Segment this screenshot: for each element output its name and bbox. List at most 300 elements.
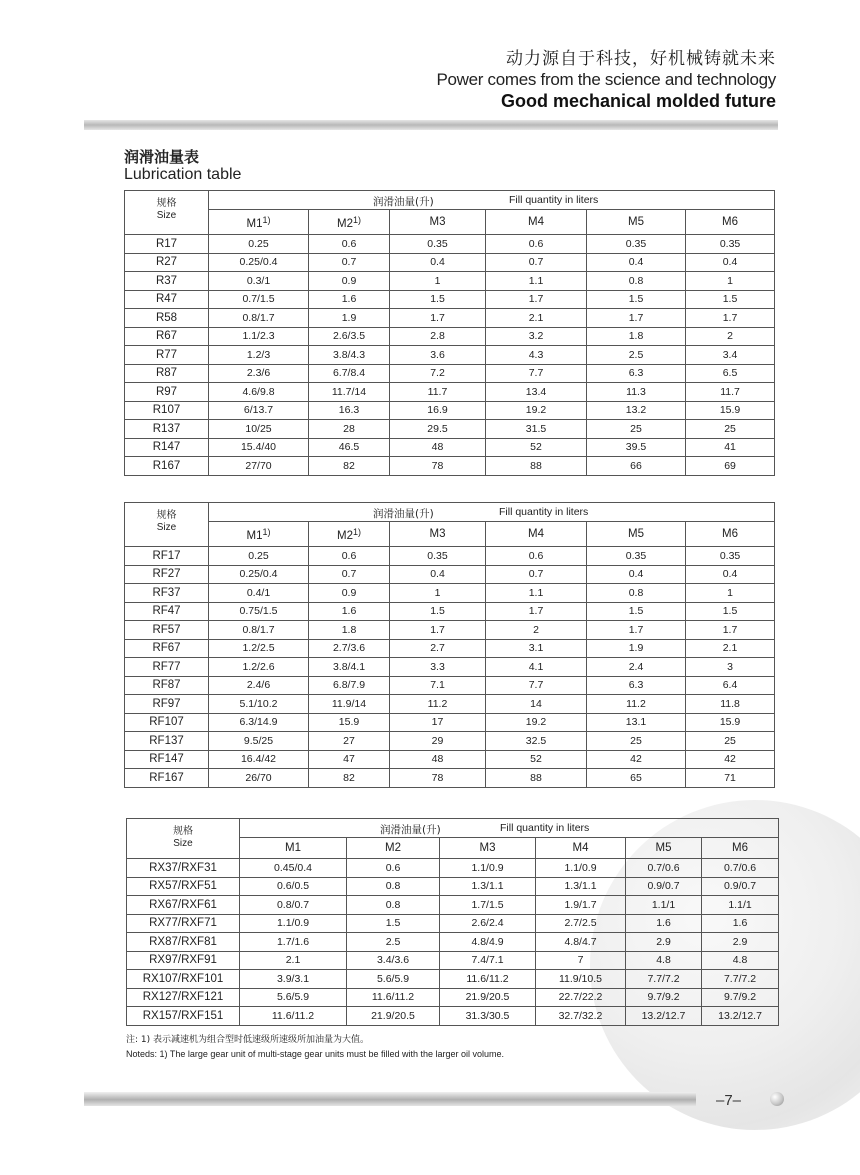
value-cell: 4.8/4.7 xyxy=(536,933,626,952)
value-cell: 2.1 xyxy=(486,309,587,328)
size-cell: RX97/RXF91 xyxy=(127,951,240,970)
footnote-marker: 1) xyxy=(262,526,271,537)
value-cell: 1.1/2.3 xyxy=(209,327,309,346)
value-cell: 3 xyxy=(686,658,775,677)
table-row xyxy=(125,732,775,751)
footnote-marker: 1) xyxy=(262,214,271,225)
size-cell: R137 xyxy=(125,420,209,439)
table-row xyxy=(125,565,775,584)
value-cell: 0.4 xyxy=(390,253,486,272)
value-cell: 7.1 xyxy=(390,676,486,695)
value-cell: 6.7/8.4 xyxy=(309,364,390,383)
value-cell: 0.8 xyxy=(347,896,440,915)
size-header-chinese: 规格 xyxy=(156,198,177,209)
value-cell: 1.6 xyxy=(702,914,779,933)
value-cell: 4.8 xyxy=(626,951,702,970)
value-cell: 2.6/2.4 xyxy=(440,914,536,933)
value-cell: 0.35 xyxy=(686,235,775,254)
value-cell: 1.1 xyxy=(486,272,587,291)
value-cell: 2.5 xyxy=(347,933,440,952)
value-cell: 82 xyxy=(309,769,390,788)
footnote-marker: 1) xyxy=(352,526,361,537)
value-cell: 0.8/1.7 xyxy=(209,309,309,328)
column-header-label: M1 xyxy=(246,217,263,230)
value-cell: 9.5/25 xyxy=(209,732,309,751)
size-cell: RX57/RXF51 xyxy=(127,877,240,896)
size-cell: R87 xyxy=(125,364,209,383)
value-cell: 1.8 xyxy=(587,327,686,346)
value-cell: 0.4 xyxy=(587,253,686,272)
column-header-label: M1 xyxy=(285,842,301,854)
value-cell: 1.1/0.9 xyxy=(440,859,536,878)
column-header-m1 xyxy=(209,210,309,235)
value-cell: 0.4 xyxy=(587,565,686,584)
value-cell: 25 xyxy=(686,420,775,439)
value-cell: 1 xyxy=(390,584,486,603)
value-cell: 6.3/14.9 xyxy=(209,713,309,732)
table-row xyxy=(125,547,775,566)
table-row xyxy=(127,914,779,933)
section-title-chinese: 润滑油量表 xyxy=(124,148,200,166)
column-header-label: M5 xyxy=(655,842,672,854)
size-cell: R27 xyxy=(125,253,209,272)
value-cell: 11.7/14 xyxy=(309,383,390,402)
value-cell: 11.9/10.5 xyxy=(536,970,626,989)
footnote-english: Noteds: 1) The large gear unit of multi-stage gear units must be filled with the larger oil volume. xyxy=(126,1049,505,1059)
value-cell: 1.7/1.6 xyxy=(240,933,347,952)
value-cell: 11.3 xyxy=(587,383,686,402)
value-cell: 11.7 xyxy=(686,383,775,402)
fill-quantity-chinese: 润滑油量(升) xyxy=(380,824,441,836)
table-row xyxy=(125,327,775,346)
value-cell: 0.6 xyxy=(309,547,390,566)
value-cell: 0.6 xyxy=(486,235,587,254)
value-cell: 6.3 xyxy=(587,364,686,383)
fill-quantity-header xyxy=(240,819,779,838)
value-cell: 88 xyxy=(486,769,587,788)
table-row xyxy=(125,253,775,272)
value-cell: 0.6 xyxy=(309,235,390,254)
section-title-english: Lubrication table xyxy=(124,166,242,183)
column-header-m3 xyxy=(440,838,536,859)
size-cell: RF97 xyxy=(125,695,209,714)
table-row xyxy=(125,457,775,476)
value-cell: 1.5 xyxy=(347,914,440,933)
fill-quantity-english: Fill quantity in liters xyxy=(500,822,590,834)
column-header-label: M3 xyxy=(429,528,446,540)
value-cell: 1.5 xyxy=(390,290,486,309)
column-header-label: M4 xyxy=(528,216,544,228)
value-cell: 7.7/7.2 xyxy=(702,970,779,989)
value-cell: 5.1/10.2 xyxy=(209,695,309,714)
column-header-label: M3 xyxy=(429,216,446,228)
value-cell: 6/13.7 xyxy=(209,401,309,420)
size-header-cell xyxy=(125,191,209,235)
value-cell: 2.4 xyxy=(587,658,686,677)
value-cell: 2.7/2.5 xyxy=(536,914,626,933)
fill-quantity-chinese: 润滑油量(升) xyxy=(373,196,434,208)
table-row xyxy=(127,970,779,989)
value-cell: 6.3 xyxy=(587,676,686,695)
fill-quantity-header xyxy=(209,191,775,210)
table-row xyxy=(127,877,779,896)
value-cell: 0.9 xyxy=(309,272,390,291)
value-cell: 0.25/0.4 xyxy=(209,565,309,584)
size-cell: R97 xyxy=(125,383,209,402)
value-cell: 48 xyxy=(390,750,486,769)
value-cell: 1.5 xyxy=(390,602,486,621)
value-cell: 11.8 xyxy=(686,695,775,714)
value-cell: 2.4/6 xyxy=(209,676,309,695)
column-header-m6 xyxy=(686,522,775,547)
value-cell: 31.5 xyxy=(486,420,587,439)
column-header-m2 xyxy=(309,522,390,547)
header-divider-band xyxy=(84,120,778,130)
size-cell: R147 xyxy=(125,438,209,457)
value-cell: 0.35 xyxy=(390,235,486,254)
table-row xyxy=(125,420,775,439)
value-cell: 1.9 xyxy=(309,309,390,328)
value-cell: 78 xyxy=(390,457,486,476)
column-header-m5 xyxy=(626,838,702,859)
column-header-label: M5 xyxy=(628,216,644,228)
size-cell: R167 xyxy=(125,457,209,476)
value-cell: 1.2/3 xyxy=(209,346,309,365)
size-cell: RF147 xyxy=(125,750,209,769)
value-cell: 65 xyxy=(587,769,686,788)
value-cell: 13.2 xyxy=(587,401,686,420)
value-cell: 71 xyxy=(686,769,775,788)
column-header-m5 xyxy=(587,522,686,547)
page-header xyxy=(436,48,776,112)
column-header-label: M6 xyxy=(722,528,739,540)
value-cell: 1.7 xyxy=(686,621,775,640)
value-cell: 9.7/9.2 xyxy=(702,988,779,1007)
value-cell: 26/70 xyxy=(209,769,309,788)
value-cell: 5.6/5.9 xyxy=(240,988,347,1007)
table-row xyxy=(125,639,775,658)
column-header-m6 xyxy=(686,210,775,235)
value-cell: 25 xyxy=(587,732,686,751)
fill-quantity-header xyxy=(209,503,775,522)
size-cell: R47 xyxy=(125,290,209,309)
value-cell: 48 xyxy=(390,438,486,457)
value-cell: 0.7 xyxy=(309,253,390,272)
value-cell: 4.3 xyxy=(486,346,587,365)
column-header-m3 xyxy=(390,522,486,547)
table-row xyxy=(125,621,775,640)
value-cell: 11.2 xyxy=(587,695,686,714)
table-row xyxy=(125,438,775,457)
lubrication-table-r xyxy=(124,190,775,476)
value-cell: 2.7/3.6 xyxy=(309,639,390,658)
value-cell: 0.25/0.4 xyxy=(209,253,309,272)
value-cell: 52 xyxy=(486,750,587,769)
value-cell: 1.6 xyxy=(309,290,390,309)
table-row xyxy=(125,713,775,732)
lubrication-table-rx xyxy=(126,818,779,1026)
value-cell: 0.7 xyxy=(309,565,390,584)
column-header-m6 xyxy=(702,838,779,859)
value-cell: 13.1 xyxy=(587,713,686,732)
value-cell: 1.8 xyxy=(309,621,390,640)
size-cell: R77 xyxy=(125,346,209,365)
value-cell: 0.25 xyxy=(209,547,309,566)
value-cell: 2.7 xyxy=(390,639,486,658)
value-cell: 1.2/2.6 xyxy=(209,658,309,677)
value-cell: 88 xyxy=(486,457,587,476)
table-row xyxy=(125,584,775,603)
table-row xyxy=(125,272,775,291)
value-cell: 32.5 xyxy=(486,732,587,751)
size-cell: R17 xyxy=(125,235,209,254)
value-cell: 15.4/40 xyxy=(209,438,309,457)
size-cell: RF37 xyxy=(125,584,209,603)
value-cell: 22.7/22.2 xyxy=(536,988,626,1007)
value-cell: 46.5 xyxy=(309,438,390,457)
value-cell: 29 xyxy=(390,732,486,751)
value-cell: 69 xyxy=(686,457,775,476)
value-cell: 2.1 xyxy=(240,951,347,970)
value-cell: 66 xyxy=(587,457,686,476)
value-cell: 7 xyxy=(536,951,626,970)
size-header-english: Size xyxy=(156,210,177,221)
value-cell: 29.5 xyxy=(390,420,486,439)
column-header-m5 xyxy=(587,210,686,235)
table-row xyxy=(127,951,779,970)
value-cell: 1.7 xyxy=(587,309,686,328)
column-header-m1 xyxy=(240,838,347,859)
footnotes xyxy=(126,1033,504,1061)
value-cell: 1 xyxy=(686,584,775,603)
value-cell: 7.7/7.2 xyxy=(626,970,702,989)
value-cell: 0.8 xyxy=(587,584,686,603)
value-cell: 15.9 xyxy=(686,713,775,732)
section-title xyxy=(124,148,241,184)
column-header-label: M2 xyxy=(337,217,353,230)
value-cell: 7.4/7.1 xyxy=(440,951,536,970)
value-cell: 2.3/6 xyxy=(209,364,309,383)
table-row xyxy=(125,346,775,365)
value-cell: 0.9 xyxy=(309,584,390,603)
value-cell: 42 xyxy=(587,750,686,769)
value-cell: 0.45/0.4 xyxy=(240,859,347,878)
value-cell: 13.2/12.7 xyxy=(626,1007,702,1026)
column-header-m1 xyxy=(209,522,309,547)
value-cell: 0.25 xyxy=(209,235,309,254)
column-header-label: M6 xyxy=(722,216,739,228)
value-cell: 2 xyxy=(486,621,587,640)
column-header-label: M2 xyxy=(337,529,353,542)
column-header-m4 xyxy=(536,838,626,859)
value-cell: 11.9/14 xyxy=(309,695,390,714)
table-row xyxy=(125,676,775,695)
value-cell: 19.2 xyxy=(486,713,587,732)
value-cell: 3.9/3.1 xyxy=(240,970,347,989)
value-cell: 0.6/0.5 xyxy=(240,877,347,896)
table-row xyxy=(127,933,779,952)
value-cell: 41 xyxy=(686,438,775,457)
value-cell: 16.3 xyxy=(309,401,390,420)
value-cell: 4.8 xyxy=(702,951,779,970)
value-cell: 0.4 xyxy=(686,565,775,584)
value-cell: 28 xyxy=(309,420,390,439)
size-cell: RF77 xyxy=(125,658,209,677)
size-cell: RF87 xyxy=(125,676,209,695)
value-cell: 0.4 xyxy=(686,253,775,272)
value-cell: 2.9 xyxy=(702,933,779,952)
value-cell: 1.6 xyxy=(309,602,390,621)
value-cell: 1.7 xyxy=(686,309,775,328)
size-cell: RX67/RXF61 xyxy=(127,896,240,915)
value-cell: 1.3/1.1 xyxy=(536,877,626,896)
size-cell: R107 xyxy=(125,401,209,420)
value-cell: 6.5 xyxy=(686,364,775,383)
column-header-label: M4 xyxy=(528,528,544,540)
table-row xyxy=(125,364,775,383)
value-cell: 1.9/1.7 xyxy=(536,896,626,915)
value-cell: 21.9/20.5 xyxy=(347,1007,440,1026)
value-cell: 4.6/9.8 xyxy=(209,383,309,402)
value-cell: 14 xyxy=(486,695,587,714)
size-cell: RX157/RXF151 xyxy=(127,1007,240,1026)
footer-band xyxy=(84,1092,696,1106)
value-cell: 0.6 xyxy=(486,547,587,566)
value-cell: 1.5 xyxy=(686,602,775,621)
value-cell: 1.7 xyxy=(486,602,587,621)
value-cell: 0.8/0.7 xyxy=(240,896,347,915)
value-cell: 3.8/4.1 xyxy=(309,658,390,677)
value-cell: 2.5 xyxy=(587,346,686,365)
value-cell: 11.6/11.2 xyxy=(240,1007,347,1026)
value-cell: 0.7/0.6 xyxy=(626,859,702,878)
table-row xyxy=(125,309,775,328)
table-row xyxy=(127,1007,779,1026)
value-cell: 7.2 xyxy=(390,364,486,383)
value-cell: 0.7 xyxy=(486,253,587,272)
size-cell: R37 xyxy=(125,272,209,291)
size-cell: RX77/RXF71 xyxy=(127,914,240,933)
size-cell: R67 xyxy=(125,327,209,346)
value-cell: 10/25 xyxy=(209,420,309,439)
value-cell: 3.3 xyxy=(390,658,486,677)
value-cell: 7.7 xyxy=(486,364,587,383)
table-row xyxy=(125,602,775,621)
value-cell: 1 xyxy=(686,272,775,291)
slogan-english: Power comes from the science and technology xyxy=(436,70,776,89)
value-cell: 31.3/30.5 xyxy=(440,1007,536,1026)
column-header-label: M6 xyxy=(732,842,749,854)
value-cell: 11.6/11.2 xyxy=(347,988,440,1007)
value-cell: 1.7/1.5 xyxy=(440,896,536,915)
size-cell: RX37/RXF31 xyxy=(127,859,240,878)
value-cell: 1.7 xyxy=(390,309,486,328)
value-cell: 0.4 xyxy=(390,565,486,584)
size-cell: RX127/RXF121 xyxy=(127,988,240,1007)
table-row xyxy=(125,290,775,309)
value-cell: 3.4 xyxy=(686,346,775,365)
value-cell: 0.35 xyxy=(587,235,686,254)
value-cell: 27/70 xyxy=(209,457,309,476)
value-cell: 3.8/4.3 xyxy=(309,346,390,365)
value-cell: 39.5 xyxy=(587,438,686,457)
value-cell: 1.7 xyxy=(486,290,587,309)
column-header-label: M1 xyxy=(246,529,263,542)
value-cell: 16.9 xyxy=(390,401,486,420)
size-cell: RF47 xyxy=(125,602,209,621)
value-cell: 1.5 xyxy=(587,602,686,621)
value-cell: 42 xyxy=(686,750,775,769)
value-cell: 0.6 xyxy=(347,859,440,878)
fill-quantity-chinese: 润滑油量(升) xyxy=(373,508,434,520)
value-cell: 11.6/11.2 xyxy=(440,970,536,989)
value-cell: 0.7/1.5 xyxy=(209,290,309,309)
size-cell: RF67 xyxy=(125,639,209,658)
value-cell: 11.7 xyxy=(390,383,486,402)
size-cell: RX107/RXF101 xyxy=(127,970,240,989)
value-cell: 1.5 xyxy=(686,290,775,309)
value-cell: 7.7 xyxy=(486,676,587,695)
size-cell: RF137 xyxy=(125,732,209,751)
size-header-chinese: 规格 xyxy=(173,826,193,837)
value-cell: 19.2 xyxy=(486,401,587,420)
value-cell: 1.7 xyxy=(390,621,486,640)
value-cell: 25 xyxy=(686,732,775,751)
value-cell: 16.4/42 xyxy=(209,750,309,769)
value-cell: 4.8/4.9 xyxy=(440,933,536,952)
table-row xyxy=(127,859,779,878)
value-cell: 25 xyxy=(587,420,686,439)
value-cell: 6.4 xyxy=(686,676,775,695)
size-header-chinese: 规格 xyxy=(156,510,177,521)
value-cell: 1.6 xyxy=(626,914,702,933)
size-cell: R58 xyxy=(125,309,209,328)
value-cell: 2.9 xyxy=(626,933,702,952)
value-cell: 13.4 xyxy=(486,383,587,402)
value-cell: 1.9 xyxy=(587,639,686,658)
value-cell: 3.6 xyxy=(390,346,486,365)
value-cell: 1 xyxy=(390,272,486,291)
value-cell: 0.4/1 xyxy=(209,584,309,603)
value-cell: 4.1 xyxy=(486,658,587,677)
value-cell: 0.35 xyxy=(587,547,686,566)
size-cell: RF27 xyxy=(125,565,209,584)
value-cell: 3.1 xyxy=(486,639,587,658)
value-cell: 1.1/0.9 xyxy=(536,859,626,878)
value-cell: 21.9/20.5 xyxy=(440,988,536,1007)
value-cell: 52 xyxy=(486,438,587,457)
size-cell: RF57 xyxy=(125,621,209,640)
value-cell: 2.6/3.5 xyxy=(309,327,390,346)
footnote-marker: 1) xyxy=(352,214,361,225)
table-row xyxy=(125,235,775,254)
value-cell: 11.2 xyxy=(390,695,486,714)
column-header-label: M5 xyxy=(628,528,644,540)
value-cell: 15.9 xyxy=(309,713,390,732)
value-cell: 1.5 xyxy=(587,290,686,309)
value-cell: 1.3/1.1 xyxy=(440,877,536,896)
table-row xyxy=(125,383,775,402)
column-header-m2 xyxy=(309,210,390,235)
value-cell: 9.7/9.2 xyxy=(626,988,702,1007)
mounting-position-header-row xyxy=(125,210,775,235)
table-row xyxy=(125,769,775,788)
slogan-chinese: 动力源自于科技，好机械铸就未来 xyxy=(506,49,776,69)
size-cell: RX87/RXF81 xyxy=(127,933,240,952)
value-cell: 78 xyxy=(390,769,486,788)
size-cell: RF167 xyxy=(125,769,209,788)
column-header-m3 xyxy=(390,210,486,235)
